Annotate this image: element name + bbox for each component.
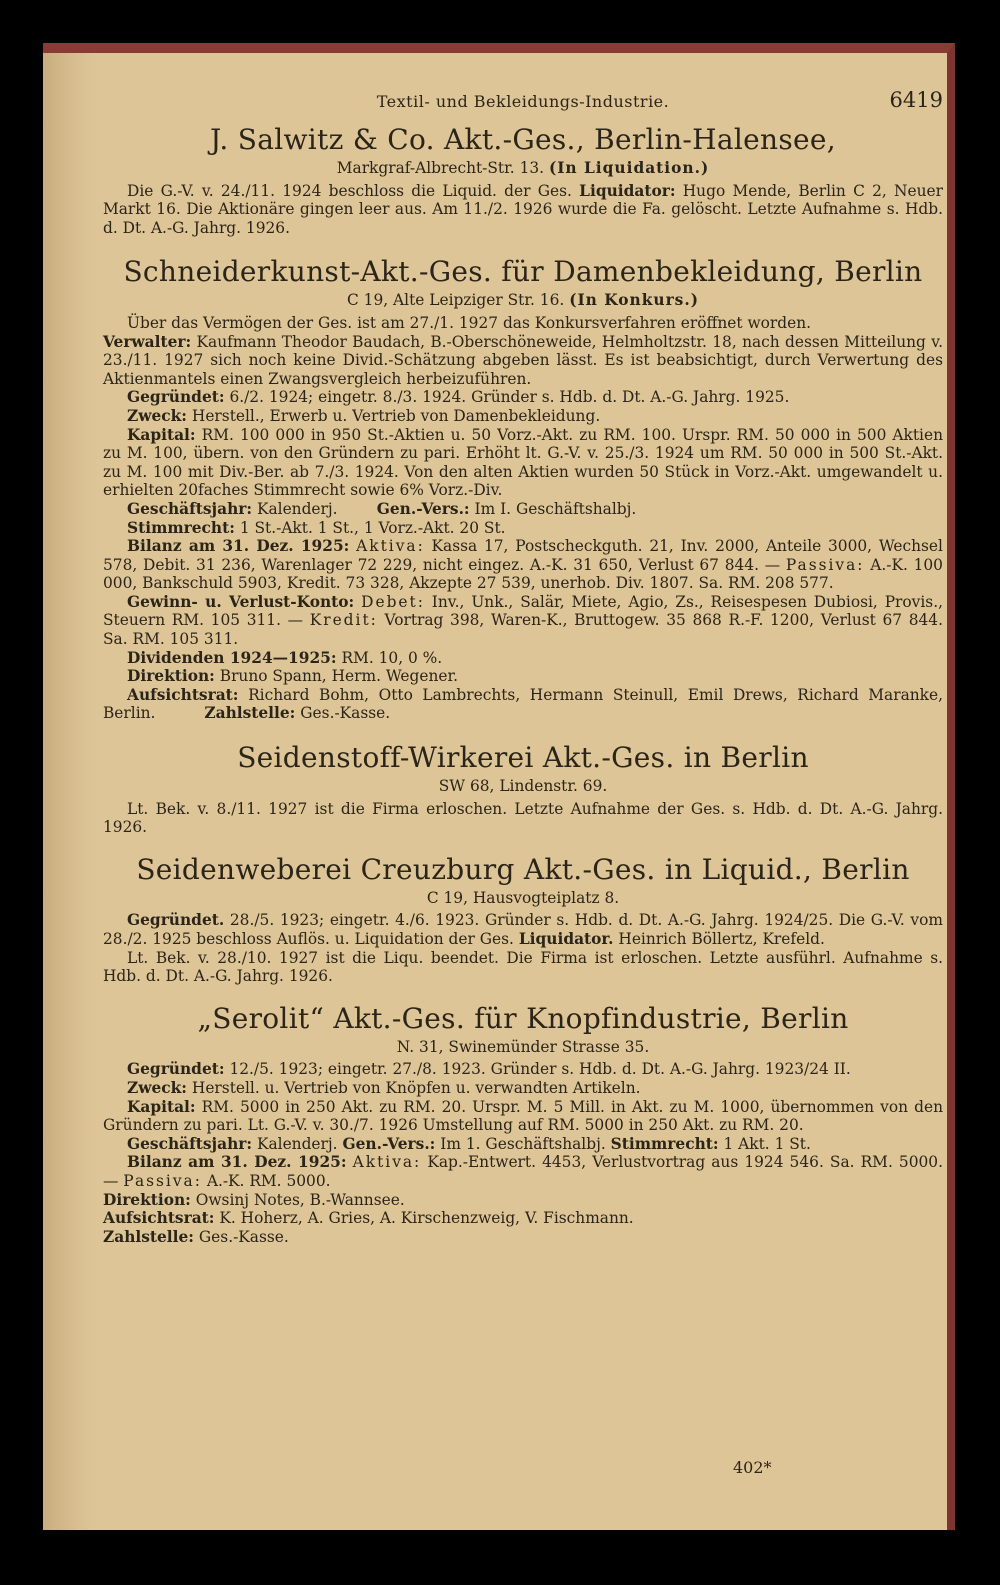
liquidator-label: Liquidator: xyxy=(579,181,676,200)
verwalter-paragraph xyxy=(103,333,943,389)
entry-seidenweberei xyxy=(103,853,943,986)
aufsichtsrat-label: Aufsichtsrat: xyxy=(103,1209,215,1228)
geschaeftsjahr-paragraph xyxy=(103,1135,943,1154)
kapital-paragraph xyxy=(103,1098,943,1135)
liquidator-text: Heinrich Böllertz, Krefeld. xyxy=(618,930,825,948)
kapital-text: RM. 5000 in 250 Akt. zu RM. 20. Urspr. M. 5 Mill. in Akt. zu M. 1000, übernommen von den Gründern zu pari. Lt. G.-V. v. 30./7. 1926 Umstellung auf RM. 5000 in 250 Akt. zu RM. 20. xyxy=(103,1097,943,1135)
direktion-text: Owsinj Notes, B.-Wannsee. xyxy=(195,1190,405,1209)
geschaeftsjahr-paragraph xyxy=(103,500,943,519)
aktiva-label: Aktiva: xyxy=(356,537,425,556)
genvers-text: Im 1. Geschäftshalbj. xyxy=(440,1134,606,1153)
bilanz-paragraph xyxy=(103,1153,943,1190)
debet-text: Inv., Unk., Salär, Miete, Agio, Zs., Reisespesen Dubiosi, Provis., Steuern RM. 105 311. — xyxy=(103,592,943,630)
gegruendet-text: 28./5. 1923; eingetr. 4./6. 1923. Gründer s. Hdb. d. Dt. A.-G. Jahrg. 1924/25. Die G.-V. vom 28./2. 1925 beschloss Auflös. u. Liquidation der Ges. xyxy=(103,911,943,948)
entry-seidenstoff xyxy=(103,741,943,837)
bilanz-label: Bilanz am 31. Dez. 1925: xyxy=(127,1153,347,1172)
geschaeftsjahr-text: Kalenderj. xyxy=(256,1134,338,1153)
stimmrecht-text: 1 Akt. 1 St. xyxy=(723,1134,811,1153)
aufsichtsrat-paragraph xyxy=(103,1209,943,1228)
address-text: C 19, Alte Leipziger Str. 16. xyxy=(347,291,565,310)
company-name: Seidenweberei Creuzburg Akt.-Ges. in Liquid., Berlin xyxy=(136,852,910,886)
gegruendet-label: Gegründet: xyxy=(127,388,225,407)
genvers-label: Gen.-Vers.: xyxy=(342,1134,436,1153)
guv-label: Gewinn- u. Verlust-Konto: xyxy=(127,592,355,611)
company-address: N. 31, Swinemünder Strasse 35. xyxy=(396,1037,650,1056)
aufsichtsrat-text: Richard Bohm, Otto Lambrechts, Hermann Steinull, Emil Drews, Richard Maranke, Berlin. xyxy=(103,685,943,723)
verwalter-text: Kaufmann Theodor Baudach, B.-Oberschöneweide, Helmholtzstr. 18, nach dessen Mitteilung v. 23./11. 1927 sich noch keine Divid.-Schätzung abgeben lässt. Es ist beabsichtigt, durch Verwertung des Aktienmantels einen Zwangsvergleich herbeizuführen. xyxy=(103,332,943,388)
geschaeftsjahr-label: Geschäftsjahr: xyxy=(127,499,253,518)
entry-serolit xyxy=(103,1002,943,1247)
zweck-paragraph xyxy=(103,407,943,426)
dividenden-text: RM. 10, 0 %. xyxy=(341,648,443,667)
liquidator-label: Liquidator. xyxy=(518,930,614,948)
company-name: Schneiderkunst-Akt.-Ges. für Damenbekleidung, Berlin xyxy=(123,255,923,289)
gegruendet-paragraph xyxy=(103,388,943,407)
entry-salwitz xyxy=(103,123,943,237)
entry-paragraph: Lt. Bek. v. 8./11. 1927 ist die Firma erloschen. Letzte Aufnahme der Ges. s. Hdb. d. Dt. A.-G. Jahrg. 1926. xyxy=(103,799,943,837)
zahlstelle-label: Zahlstelle: xyxy=(204,704,296,723)
company-address xyxy=(103,159,943,178)
direktion-label: Direktion: xyxy=(103,1190,191,1209)
kapital-text: RM. 100 000 in 950 St.-Aktien u. 50 Vorz.-Akt. zu RM. 100. Urspr. RM. 50 000 in 500 Aktien zu M. 100, übern. von den Gründern zu pari. Erhöht lt. G.-V. v. 25./3. 1924 um RM. 50 000 in 500 St.-Akt. zu M. 100 mit Div.-Ber. ab 7./3. 1924. Von den alten Aktien wurden 50 Stück in Vorz.-Akt. umgewandelt u. erhielten 20faches Stimmrecht sowie 6% Vorz.-Div. xyxy=(103,425,943,500)
status-badge: (In Liquidation.) xyxy=(548,159,710,177)
gegruendet-paragraph xyxy=(103,1060,943,1079)
signature-mark: 402* xyxy=(733,1458,772,1477)
aufsichtsrat-label: Aufsichtsrat: xyxy=(127,685,239,704)
aufsichtsrat-text: K. Hoherz, A. Gries, A. Kirschenzweig, V. Fischmann. xyxy=(219,1209,634,1228)
zahlstelle-text: Ges.-Kasse. xyxy=(300,704,391,723)
running-head xyxy=(103,88,943,123)
passiva-text: A.-K. 100 000, Bankschuld 5903, Kredit. 73 328, Akzepte 27 539, unerhob. Div. 1807. Sa. RM. 208 577. xyxy=(103,555,943,593)
zahlstelle-paragraph xyxy=(103,1228,943,1247)
passiva-label: Passiva: xyxy=(123,1171,202,1190)
kredit-label: Kredit: xyxy=(309,611,378,630)
bilanz-label: Bilanz am 31. Dez. 1925: xyxy=(127,537,350,556)
stimmrecht-label: Stimmrecht: xyxy=(610,1134,719,1153)
dividenden-paragraph xyxy=(103,649,943,668)
zweck-label: Zweck: xyxy=(127,1078,187,1097)
direktion-paragraph xyxy=(103,1191,943,1210)
aktiva-label: Aktiva: xyxy=(352,1153,422,1172)
address-text: Markgraf-Albrecht-Str. 13. xyxy=(336,159,545,177)
zweck-text: Herstell., Erwerb u. Vertrieb von Damenbekleidung. xyxy=(191,406,601,425)
gegruendet-text: 6./2. 1924; eingetr. 8./3. 1924. Gründer s. Hdb. d. Dt. A.-G. Jahrg. 1925. xyxy=(229,388,790,407)
kapital-label: Kapital: xyxy=(127,425,196,444)
company-address xyxy=(103,291,943,310)
company-name: „Serolit“ Akt.-Ges. für Knopfindustrie, Berlin xyxy=(197,1001,849,1035)
paragraph-text: Die G.-V. v. 24./11. 1924 beschloss die Liquid. der Ges. xyxy=(127,181,572,200)
gegruendet-paragraph xyxy=(103,911,943,948)
aktiva-text: Kap.-Entwert. 4453, Verlustvortrag aus 1924 546. Sa. RM. 5000. — xyxy=(103,1153,943,1190)
geschaeftsjahr-text: Kalenderj. xyxy=(256,499,338,518)
intro-paragraph: Über das Vermögen der Ges. ist am 27./1. 1927 das Konkursverfahren eröffnet worden. xyxy=(127,313,812,332)
zweck-label: Zweck: xyxy=(127,406,187,425)
zweck-paragraph xyxy=(103,1079,943,1098)
guv-paragraph xyxy=(103,593,943,649)
status-badge: (In Konkurs.) xyxy=(569,291,699,310)
direktion-label: Direktion: xyxy=(127,667,215,686)
page-content xyxy=(103,88,943,1246)
aktiva-text: Kassa 17, Postscheckguth. 21, Inv. 2000, Anteile 3000, Wechsel 578, Debit. 31 236, Warenlager 72 229, nicht eingez. A.-K. 31 650, Verlust 67 844. — xyxy=(103,537,943,574)
entry-paragraph: Lt. Bek. v. 28./10. 1927 ist die Liqu. beendet. Die Firma ist erloschen. Letzte ausführl. Aufnahme s. Hdb. d. Dt. A.-G. Jahrg. 1926. xyxy=(103,948,943,986)
bilanz-paragraph xyxy=(103,537,943,593)
book-page xyxy=(43,43,955,1530)
kapital-label: Kapital: xyxy=(127,1097,196,1116)
company-name: J. Salwitz & Co. Akt.-Ges., Berlin-Halensee, xyxy=(210,123,836,156)
zahlstelle-label: Zahlstelle: xyxy=(103,1227,194,1246)
passiva-label: Passiva: xyxy=(785,555,865,574)
entry-schneiderkunst xyxy=(103,255,943,723)
company-name: Seidenstoff-Wirkerei Akt.-Ges. in Berlin xyxy=(237,741,809,775)
page-gutter xyxy=(43,53,95,1530)
gegruendet-text: 12./5. 1923; eingetr. 27./8. 1923. Gründer s. Hdb. d. Dt. A.-G. Jahrg. 1923/24 II. xyxy=(229,1060,851,1079)
kapital-paragraph xyxy=(103,426,943,500)
zahlstelle-text: Ges.-Kasse. xyxy=(198,1227,289,1246)
direktion-text: Bruno Spann, Herm. Wegener. xyxy=(219,667,459,686)
direktion-paragraph xyxy=(103,667,943,686)
stimmrecht-label: Stimmrecht: xyxy=(127,518,235,537)
paragraph-text: Hugo Mende, Berlin C 2, Neuer Markt 16. Die Aktionäre gingen leer aus. Am 11./2. 1926 wurde die Fa. gelöscht. Letzte Aufnahme s. Hdb. d. Dt. A.-G. Jahrg. 1926. xyxy=(103,181,943,237)
entry-paragraph xyxy=(103,182,943,238)
stimmrecht-text: 1 St.-Akt. 1 St., 1 Vorz.-Akt. 20 St. xyxy=(239,518,506,537)
gegruendet-label: Gegründet. xyxy=(127,911,225,930)
verwalter-label: Verwalter: xyxy=(103,332,192,351)
running-head-title: Textil- und Bekleidungs-Industrie. xyxy=(376,92,670,111)
geschaeftsjahr-label: Geschäftsjahr: xyxy=(127,1134,253,1153)
passiva-text: A.-K. RM. 5000. xyxy=(206,1171,331,1190)
gegruendet-label: Gegründet: xyxy=(127,1060,225,1079)
aufsichtsrat-paragraph xyxy=(103,686,943,723)
company-address: C 19, Hausvogteiplatz 8. xyxy=(426,888,620,907)
genvers-label: Gen.-Vers.: xyxy=(376,499,470,518)
company-address: SW 68, Lindenstr. 69. xyxy=(438,777,608,796)
dividenden-label: Dividenden 1924—1925: xyxy=(127,648,337,667)
kredit-text: Vortrag 398, Waren-K., Bruttogew. 35 868 R.-F. 1200, Verlust 67 844. Sa. RM. 105 311. xyxy=(103,611,943,649)
page-number: 6419 xyxy=(889,88,943,112)
stimmrecht-paragraph xyxy=(103,519,943,538)
genvers-text: Im I. Geschäftshalbj. xyxy=(474,499,637,518)
debet-label: Debet: xyxy=(361,592,425,611)
zweck-text: Herstell. u. Vertrieb von Knöpfen u. verwandten Artikeln. xyxy=(191,1078,641,1097)
